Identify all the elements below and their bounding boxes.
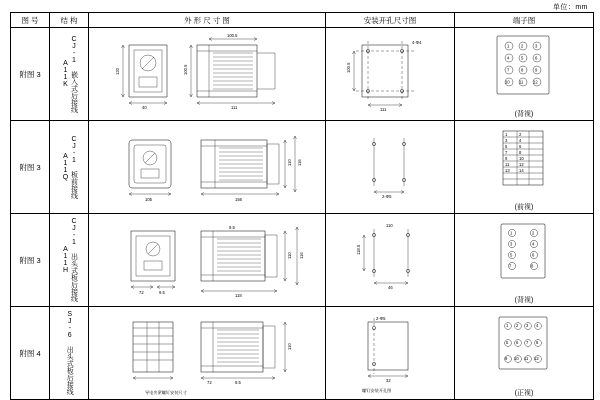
cell-panel-cut-drawing [326, 214, 455, 307]
svg-text:6: 6 [516, 339, 519, 345]
svg-text:螺钉安装开孔图: 螺钉安装开孔图 [362, 388, 392, 393]
svg-text:8: 8 [536, 339, 539, 345]
structure-text: SJ-6 出头式板后接线 [66, 311, 74, 395]
terminal-drawing-1 [455, 30, 591, 108]
terminal-caption: (背视) [514, 296, 534, 304]
cell-terminal-drawing [455, 214, 594, 307]
svg-text:3: 3 [505, 137, 508, 143]
fig-no-text: 附图 3 [19, 162, 41, 172]
svg-text:110: 110 [287, 159, 292, 166]
cell-outline-drawing [89, 307, 326, 400]
terminal-caption: (前视) [514, 203, 534, 211]
svg-text:72: 72 [207, 380, 212, 385]
svg-text:110: 110 [386, 223, 393, 228]
svg-text:1: 1 [506, 322, 509, 328]
svg-text:4: 4 [519, 137, 522, 143]
cell-fig-no [11, 307, 50, 400]
col-header-fig-no: 图 号 [11, 13, 50, 28]
unit-label: 单位：mm [552, 4, 588, 11]
terminal-drawing-2 [455, 123, 591, 201]
svg-text:3: 3 [510, 240, 513, 246]
svg-text:120: 120 [115, 68, 120, 75]
terminal-caption: (正视) [514, 389, 534, 397]
svg-text:118: 118 [235, 293, 242, 298]
svg-text:32: 32 [386, 378, 391, 383]
outline-drawing-3 [89, 217, 323, 303]
svg-text:118.5: 118.5 [356, 244, 361, 255]
structure-text: CJ-1 嵌入式后接线 A11K [62, 35, 78, 113]
table-row [11, 121, 594, 214]
svg-text:100.5: 100.5 [183, 64, 188, 75]
svg-text:9: 9 [505, 355, 508, 361]
panel-cut-drawing-4 [326, 310, 452, 396]
terminal-drawing-3 [455, 216, 591, 294]
panel-cut-drawing-1 [326, 31, 452, 117]
svg-text:1: 1 [505, 131, 508, 137]
svg-text:6: 6 [532, 251, 535, 257]
svg-text:111: 111 [231, 105, 238, 110]
cell-terminal-drawing [455, 28, 594, 121]
cell-structure [50, 214, 89, 307]
panel-cut-drawing-2 [326, 124, 452, 210]
svg-text:2: 2 [519, 131, 522, 137]
svg-text:2-Φ5: 2-Φ5 [376, 316, 386, 321]
structure-text: CJ-1 出头式板后接线 A11H [62, 218, 78, 302]
structure-text: CJ-1 板前接线 A11Q [62, 135, 78, 199]
cell-outline-drawing [89, 28, 326, 121]
col-header-structure: 结 构 [50, 13, 89, 28]
svg-text:5: 5 [505, 143, 508, 149]
svg-text:156: 156 [235, 197, 242, 202]
outline-drawing-1 [89, 31, 323, 117]
svg-text:11: 11 [505, 161, 510, 167]
table-row [11, 307, 594, 400]
fig-no-text: 附图 3 [19, 255, 41, 265]
svg-text:72: 72 [139, 290, 144, 295]
svg-text:9.5: 9.5 [159, 290, 165, 295]
cell-structure [50, 28, 89, 121]
svg-text:2-Φ5: 2-Φ5 [382, 194, 392, 199]
svg-text:1: 1 [510, 229, 513, 235]
svg-text:9.5: 9.5 [229, 225, 235, 230]
svg-text:4: 4 [507, 55, 510, 60]
svg-text:8: 8 [519, 149, 522, 155]
svg-text:10: 10 [514, 355, 519, 361]
svg-text:7: 7 [507, 67, 510, 72]
fig-no-text: 附图 3 [19, 69, 41, 79]
cell-terminal-drawing [455, 121, 594, 214]
col-header-panel-cut: 安装开孔尺寸图 [326, 13, 455, 28]
svg-text:6: 6 [519, 143, 522, 149]
cell-outline-drawing [89, 121, 326, 214]
svg-text:100.5: 100.5 [227, 33, 238, 38]
cell-outline-drawing [89, 214, 326, 307]
svg-text:9: 9 [505, 155, 508, 161]
panel-cut-drawing-3 [326, 217, 452, 303]
svg-text:116: 116 [297, 159, 302, 166]
svg-text:12: 12 [533, 79, 538, 84]
svg-text:6: 6 [535, 55, 538, 60]
col-header-outline: 外 形 尺 寸 图 [89, 13, 326, 28]
svg-text:14: 14 [519, 167, 524, 173]
specification-table [10, 12, 594, 400]
svg-text:4: 4 [532, 240, 535, 246]
svg-text:110: 110 [287, 252, 292, 259]
svg-text:3: 3 [526, 322, 529, 328]
svg-text:7: 7 [526, 339, 529, 345]
svg-text:4-Φ4: 4-Φ4 [412, 40, 422, 45]
terminal-drawing-4 [455, 309, 591, 387]
outline-drawing-4 [89, 310, 323, 396]
svg-text:10: 10 [505, 79, 510, 84]
svg-text:5: 5 [510, 251, 513, 257]
svg-text:4: 4 [536, 322, 539, 328]
svg-text:7: 7 [505, 149, 508, 155]
svg-text:12: 12 [519, 161, 524, 167]
svg-text:46: 46 [388, 285, 393, 290]
terminal-caption: (背视) [514, 110, 534, 118]
cell-fig-no [11, 121, 50, 214]
svg-text:7: 7 [509, 262, 512, 268]
table-row [11, 28, 594, 121]
svg-text:8: 8 [521, 67, 524, 72]
svg-text:13: 13 [505, 167, 510, 173]
cell-panel-cut-drawing [326, 307, 455, 400]
svg-text:105: 105 [145, 197, 152, 202]
cell-structure [50, 307, 89, 400]
svg-text:10: 10 [519, 155, 524, 161]
svg-text:12: 12 [534, 355, 539, 361]
svg-text:导电夹紧螺钉安装尺寸: 导电夹紧螺钉安装尺寸 [145, 390, 187, 395]
svg-text:9: 9 [535, 67, 538, 72]
svg-text:11: 11 [524, 355, 529, 361]
svg-text:3: 3 [535, 43, 538, 48]
svg-text:2: 2 [521, 43, 524, 48]
cell-fig-no [11, 214, 50, 307]
cell-panel-cut-drawing [326, 121, 455, 214]
svg-text:2: 2 [516, 322, 519, 328]
cell-terminal-drawing [455, 307, 594, 400]
svg-text:116: 116 [299, 252, 304, 259]
svg-text:2: 2 [532, 229, 535, 235]
svg-text:40: 40 [142, 105, 147, 110]
svg-text:5: 5 [521, 55, 524, 60]
svg-text:1: 1 [507, 43, 510, 48]
fig-no-text: 附图 4 [19, 348, 41, 358]
table-row [11, 214, 594, 307]
svg-text:9.5: 9.5 [235, 380, 241, 385]
cell-fig-no [11, 28, 50, 121]
table-header-row [11, 13, 594, 28]
col-header-terminal: 端子图 [455, 13, 594, 28]
svg-text:8: 8 [531, 262, 534, 268]
cell-structure [50, 121, 89, 214]
svg-text:111: 111 [380, 107, 387, 112]
svg-text:110: 110 [287, 343, 292, 350]
svg-text:100.5: 100.5 [346, 62, 351, 73]
svg-text:11: 11 [519, 79, 524, 84]
svg-text:5: 5 [506, 339, 509, 345]
cell-panel-cut-drawing [326, 28, 455, 121]
outline-drawing-2 [89, 124, 323, 210]
